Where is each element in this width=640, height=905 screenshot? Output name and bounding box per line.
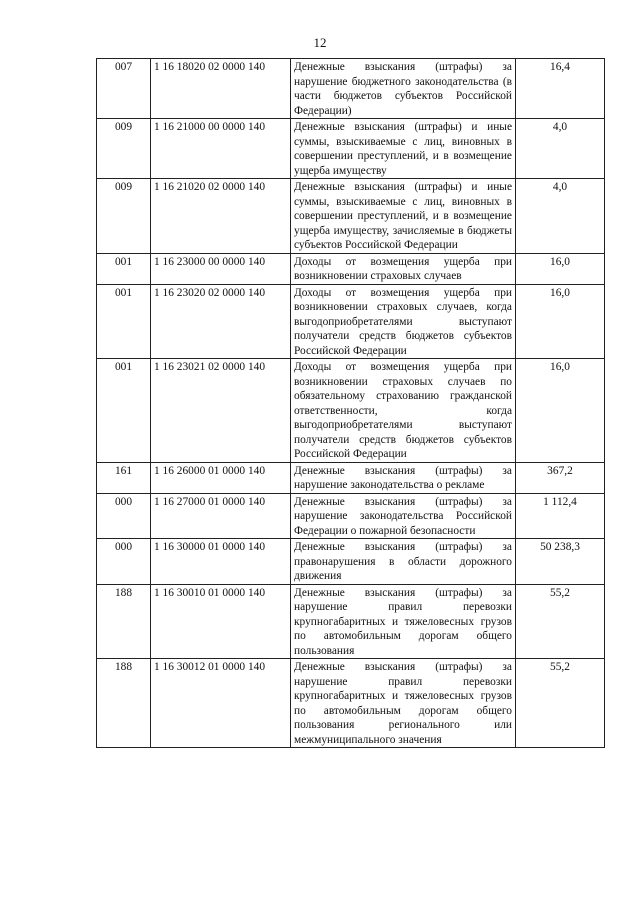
table-row [97,659,605,748]
table-body [97,59,605,748]
amount-cell: 55,2 [516,659,605,748]
kbk-code-cell: 1 16 23021 02 0000 140 [151,359,291,463]
revenue-name-cell: Доходы от возмещения ущерба при возникновении страховых случаев по обязательному страхованию гражданской ответственности, когда выгодоприобретателями выступают получатели средств бюджетов субъектов Российской Федерации [291,359,516,463]
table-row [97,539,605,585]
kbk-code-cell: 1 16 30010 01 0000 140 [151,584,291,659]
kbk-code-cell: 1 16 23000 00 0000 140 [151,253,291,284]
kbk-code-cell: 1 16 18020 02 0000 140 [151,59,291,119]
amount-cell: 1 112,4 [516,493,605,539]
revenue-table [96,58,605,748]
amount-cell: 16,0 [516,284,605,359]
admin-code-cell: 009 [97,179,151,254]
admin-code-cell: 188 [97,584,151,659]
revenue-name-cell: Денежные взыскания (штрафы) за правонарушения в области дорожного движения [291,539,516,585]
admin-code-cell: 001 [97,359,151,463]
admin-code-cell: 188 [97,659,151,748]
table-row [97,179,605,254]
table-row [97,462,605,493]
amount-cell: 55,2 [516,584,605,659]
admin-code-cell: 009 [97,119,151,179]
admin-code-cell: 007 [97,59,151,119]
revenue-name-cell: Доходы от возмещения ущерба при возникновении страховых случаев, когда выгодоприобретателями выступают получатели средств бюджетов субъектов Российской Федерации [291,284,516,359]
revenue-name-cell: Денежные взыскания (штрафы) за нарушение законодательства Российской Федерации о пожарной безопасности [291,493,516,539]
table-row [97,119,605,179]
page-number: 12 [313,35,327,50]
amount-cell: 16,0 [516,253,605,284]
table-row [97,359,605,463]
revenue-name-cell: Денежные взыскания (штрафы) и иные суммы, взыскиваемые с лиц, виновных в совершении преступлений, и в возмещение ущерба имуществу [291,119,516,179]
amount-cell: 367,2 [516,462,605,493]
amount-cell: 50 238,3 [516,539,605,585]
revenue-name-cell: Денежные взыскания (штрафы) за нарушение правил перевозки крупногабаритных и тяжеловесных грузов по автомобильным дорогам общего пользования [291,584,516,659]
amount-cell: 4,0 [516,119,605,179]
kbk-code-cell: 1 16 30000 01 0000 140 [151,539,291,585]
revenue-name-cell: Денежные взыскания (штрафы) за нарушение бюджетного законодательства (в части бюджетов субъектов Российской Федерации) [291,59,516,119]
revenue-name-cell: Денежные взыскания (штрафы) за нарушение законодательства о рекламе [291,462,516,493]
table-row [97,284,605,359]
kbk-code-cell: 1 16 23020 02 0000 140 [151,284,291,359]
table-row [97,493,605,539]
admin-code-cell: 161 [97,462,151,493]
revenue-name-cell: Денежные взыскания (штрафы) и иные суммы, взыскиваемые с лиц, виновных в совершении преступлений, и в возмещение ущерба имуществу, зачисляемые в бюджеты субъектов Российской Федерации [291,179,516,254]
kbk-code-cell: 1 16 30012 01 0000 140 [151,659,291,748]
table-row [97,59,605,119]
admin-code-cell: 001 [97,284,151,359]
amount-cell: 16,0 [516,359,605,463]
admin-code-cell: 001 [97,253,151,284]
admin-code-cell: 000 [97,539,151,585]
admin-code-cell: 000 [97,493,151,539]
revenue-name-cell: Денежные взыскания (штрафы) за нарушение правил перевозки крупногабаритных и тяжеловесных грузов по автомобильным дорогам общего пользования регионального или межмуниципального значения [291,659,516,748]
kbk-code-cell: 1 16 27000 01 0000 140 [151,493,291,539]
revenue-name-cell: Доходы от возмещения ущерба при возникновении страховых случаев [291,253,516,284]
amount-cell: 4,0 [516,179,605,254]
kbk-code-cell: 1 16 26000 01 0000 140 [151,462,291,493]
kbk-code-cell: 1 16 21020 02 0000 140 [151,179,291,254]
amount-cell: 16,4 [516,59,605,119]
table-row [97,584,605,659]
kbk-code-cell: 1 16 21000 00 0000 140 [151,119,291,179]
table-row [97,253,605,284]
